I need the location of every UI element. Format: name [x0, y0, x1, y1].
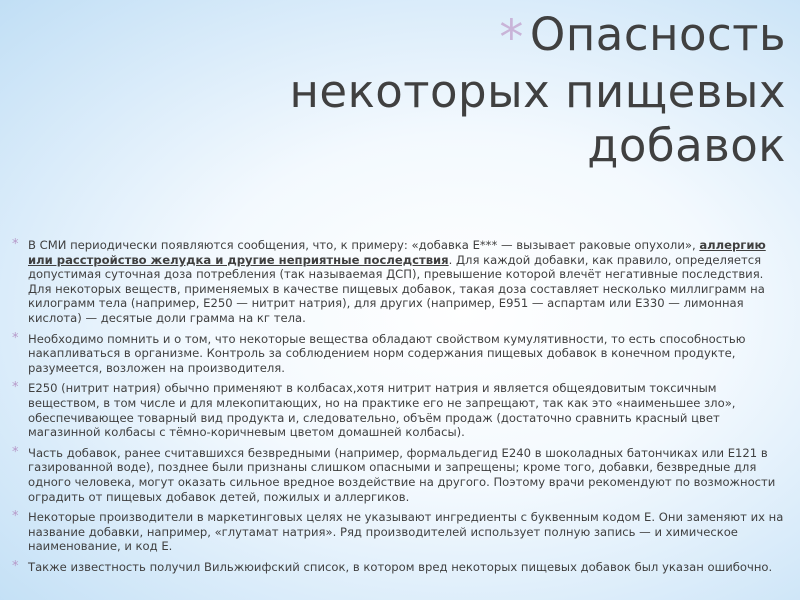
paragraph-text: Необходимо помнить и о том, что некоторые вещества обладают свойством кумулятивности, то есть способностью накапливаться в организме. Контроль за соблюдением норм содержания пищевых добавок в конечном продукте, разумеется, возложен на производителя. [28, 331, 746, 375]
bullet-icon: * [12, 380, 19, 396]
list-item [10, 560, 788, 575]
title-line-3: добавок [587, 119, 786, 172]
paragraph-text: Е250 (нитрит натрия) обычно применяют в колбасах,хотя нитрит натрия и является общеядовитым токсичным веществом, в том числе и для млекопитающих, но на практике его не запрещают, так как это «наименьшее зло», обеспечивающее товарный вид продукта и, следовательно, объём продаж (достаточно сравнить красный цвет магазинной колбасы с тёмно-коричневым цветом домашней колбасы). [28, 381, 736, 440]
emphasis-text: аллергию или расстройство желудка и другие неприятные последствия [28, 238, 766, 267]
paragraph-text: Часть добавок, ранее считавшихся безвредными (например, формальдегид Е240 в шоколадных батончиках или Е121 в газированной воде), позднее были признаны слишком опасными и запрещены; кроме того, добавки, безвредные для одного человека, могут оказать сильное вредное воздействие на другого. Поэтому врачи рекомендуют по возможности оградить от пищевых добавок детей, пожилых и аллергиков. [28, 445, 776, 504]
list-item [10, 332, 788, 376]
list-item [10, 238, 788, 326]
paragraph-text: Также известность получил Вильжюифский список, в котором вред некоторых пищевых добавок был указан ошибочно. [28, 559, 773, 574]
list-item [10, 510, 788, 554]
bullet-icon: * [12, 558, 19, 574]
paragraph-text: Некоторые производители в маркетинговых целях не указывают ингредиенты с буквенным кодом Е. Они заменяют их на название добавки, например, «глутамат натрия». Ряд производителей использует полную запись — и химическое наименование, и код Е. [28, 510, 784, 554]
title-line-2: некоторых пищевых [289, 65, 786, 118]
title-line-1 [226, 8, 786, 65]
slide-title [226, 8, 786, 173]
bullet-icon: * [12, 444, 19, 460]
bullet-icon: * [12, 509, 19, 525]
bullet-icon: * [12, 237, 19, 252]
list-item [10, 446, 788, 504]
paragraph-text: . Для каждой добавки, как правило, определяется допустимая суточная доза потребления (так называемая ДСП), превышение которой влечёт негативные последствия. Для некоторых веществ, применяемых в качестве пищевых добавок, такая доза составляет несколько миллиграмм на килограмм тела (например, Е250 — нитрит натрия), для других (например, Е951 — аспартам или Е330 — лимонная кислота) — десятые доли грамма на кг тела. [28, 252, 765, 325]
paragraph-text: В СМИ периодически появляются сообщения, что, к примеру: «добавка Е*** — вызывает раковые опухоли», [28, 238, 700, 252]
list-item [10, 381, 788, 439]
title-star-icon: * [499, 10, 524, 66]
bullet-icon: * [12, 330, 19, 346]
content-list [10, 238, 788, 580]
title-text-1: Опасность [529, 8, 786, 61]
